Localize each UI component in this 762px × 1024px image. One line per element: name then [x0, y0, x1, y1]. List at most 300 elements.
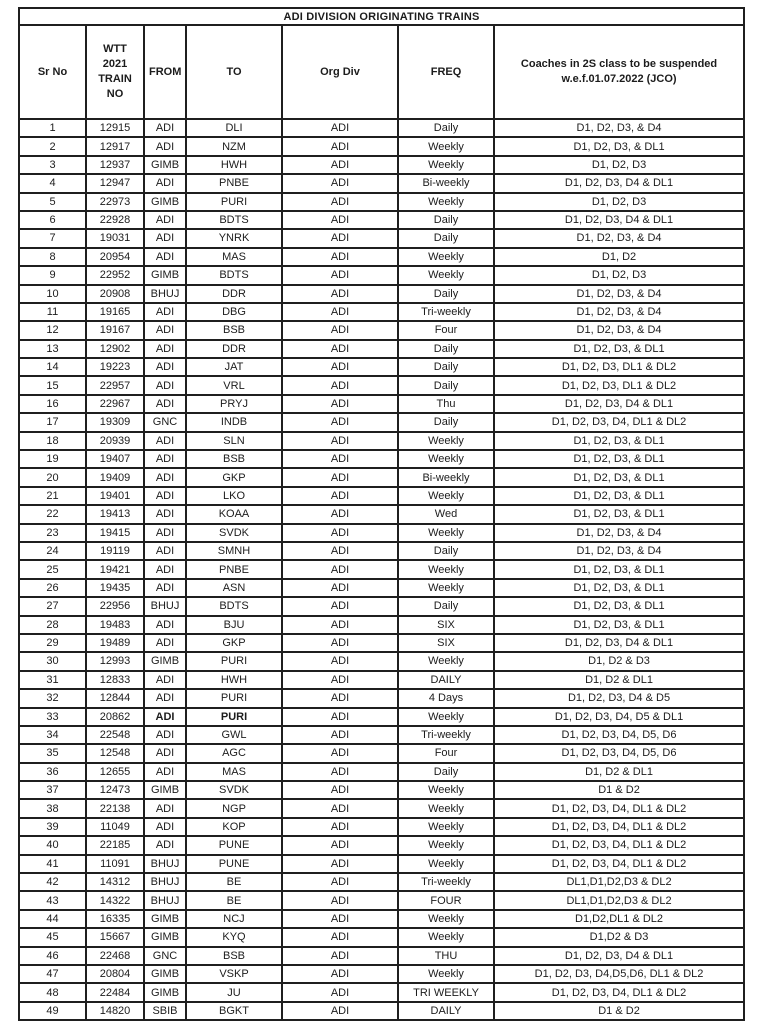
cell-train-no: 22952 [86, 266, 144, 284]
cell-coaches: DL1,D1,D2,D3 & DL2 [494, 873, 744, 891]
cell-org-div: ADI [282, 524, 398, 542]
cell-sr-no: 30 [19, 652, 86, 670]
cell-freq: 4 Days [398, 689, 494, 707]
cell-org-div: ADI [282, 303, 398, 321]
cell-train-no: 19413 [86, 505, 144, 523]
column-header-org-div: Org Div [282, 25, 398, 119]
cell-freq: Weekly [398, 432, 494, 450]
cell-coaches: D1,D2,DL1 & DL2 [494, 910, 744, 928]
cell-sr-no: 16 [19, 395, 86, 413]
table-row [19, 708, 744, 726]
cell-to: MAS [186, 248, 282, 266]
cell-to: JAT [186, 358, 282, 376]
cell-train-no: 19167 [86, 321, 144, 339]
cell-org-div: ADI [282, 248, 398, 266]
cell-org-div: ADI [282, 229, 398, 247]
table-row [19, 891, 744, 909]
cell-sr-no: 35 [19, 744, 86, 762]
cell-org-div: ADI [282, 616, 398, 634]
cell-coaches: D1, D2, D3, & DL1 [494, 597, 744, 615]
cell-sr-no: 1 [19, 119, 86, 137]
cell-freq: TRI WEEKLY [398, 983, 494, 1001]
cell-sr-no: 5 [19, 193, 86, 211]
cell-train-no: 12844 [86, 689, 144, 707]
cell-sr-no: 34 [19, 726, 86, 744]
cell-freq: Weekly [398, 965, 494, 983]
cell-sr-no: 10 [19, 285, 86, 303]
table-row [19, 836, 744, 854]
cell-sr-no: 47 [19, 965, 86, 983]
cell-from: ADI [144, 505, 186, 523]
cell-train-no: 22928 [86, 211, 144, 229]
table-row [19, 505, 744, 523]
cell-to: BDTS [186, 266, 282, 284]
cell-org-div: ADI [282, 266, 398, 284]
cell-sr-no: 12 [19, 321, 86, 339]
cell-sr-no: 40 [19, 836, 86, 854]
cell-sr-no: 31 [19, 671, 86, 689]
cell-org-div: ADI [282, 395, 398, 413]
cell-from: GIMB [144, 652, 186, 670]
column-header-freq: FREQ [398, 25, 494, 119]
cell-coaches: D1, D2, D3, D4, DL1 & DL2 [494, 413, 744, 431]
cell-freq: Weekly [398, 156, 494, 174]
cell-sr-no: 27 [19, 597, 86, 615]
cell-sr-no: 23 [19, 524, 86, 542]
cell-to: PUNE [186, 855, 282, 873]
cell-freq: Weekly [398, 579, 494, 597]
cell-from: ADI [144, 634, 186, 652]
cell-to: BE [186, 873, 282, 891]
cell-train-no: 12833 [86, 671, 144, 689]
cell-org-div: ADI [282, 358, 398, 376]
cell-to: JU [186, 983, 282, 1001]
cell-sr-no: 41 [19, 855, 86, 873]
cell-coaches: D1, D2, D3, D4, DL1 & DL2 [494, 799, 744, 817]
column-header-from: FROM [144, 25, 186, 119]
cell-train-no: 22973 [86, 193, 144, 211]
table-row [19, 340, 744, 358]
cell-to: GWL [186, 726, 282, 744]
cell-from: GIMB [144, 266, 186, 284]
table-row [19, 119, 744, 137]
table-row [19, 524, 744, 542]
cell-to: BSB [186, 321, 282, 339]
cell-to: KYQ [186, 928, 282, 946]
cell-sr-no: 36 [19, 763, 86, 781]
cell-sr-no: 19 [19, 450, 86, 468]
cell-org-div: ADI [282, 1002, 398, 1020]
cell-train-no: 12902 [86, 340, 144, 358]
cell-train-no: 12917 [86, 137, 144, 155]
cell-freq: Daily [398, 211, 494, 229]
cell-train-no: 12655 [86, 763, 144, 781]
cell-from: ADI [144, 726, 186, 744]
cell-sr-no: 15 [19, 376, 86, 394]
table-row [19, 634, 744, 652]
cell-coaches: D1, D2, D3 [494, 266, 744, 284]
cell-coaches: D1, D2, D3, & D4 [494, 303, 744, 321]
cell-freq: Bi-weekly [398, 174, 494, 192]
cell-from: ADI [144, 689, 186, 707]
cell-train-no: 14322 [86, 891, 144, 909]
cell-from: ADI [144, 487, 186, 505]
cell-coaches: D1, D2, D3, & DL1 [494, 560, 744, 578]
cell-from: ADI [144, 376, 186, 394]
table-body [19, 119, 744, 1020]
table-row [19, 689, 744, 707]
cell-to: BSB [186, 450, 282, 468]
cell-freq: Weekly [398, 928, 494, 946]
table-header-row [19, 25, 744, 119]
cell-coaches: D1, D2, D3, D4,D5,D6, DL1 & DL2 [494, 965, 744, 983]
cell-coaches: D1, D2, D3, & DL1 [494, 468, 744, 486]
cell-train-no: 19489 [86, 634, 144, 652]
cell-org-div: ADI [282, 855, 398, 873]
cell-from: ADI [144, 468, 186, 486]
cell-freq: THU [398, 947, 494, 965]
cell-to: VRL [186, 376, 282, 394]
cell-freq: Weekly [398, 781, 494, 799]
cell-org-div: ADI [282, 873, 398, 891]
cell-sr-no: 42 [19, 873, 86, 891]
cell-org-div: ADI [282, 726, 398, 744]
cell-coaches: D1, D2, D3, & DL1 [494, 505, 744, 523]
table-row [19, 652, 744, 670]
cell-freq: Weekly [398, 450, 494, 468]
cell-train-no: 12915 [86, 119, 144, 137]
cell-sr-no: 38 [19, 799, 86, 817]
cell-coaches: D1, D2, D3, & DL1 [494, 487, 744, 505]
cell-freq: DAILY [398, 671, 494, 689]
cell-freq: Four [398, 744, 494, 762]
cell-from: ADI [144, 174, 186, 192]
cell-freq: Tri-weekly [398, 726, 494, 744]
cell-freq: Tri-weekly [398, 303, 494, 321]
cell-train-no: 22967 [86, 395, 144, 413]
cell-freq: Weekly [398, 193, 494, 211]
cell-to: HWH [186, 671, 282, 689]
table-row [19, 855, 744, 873]
cell-org-div: ADI [282, 947, 398, 965]
cell-freq: Weekly [398, 708, 494, 726]
table-title: ADI DIVISION ORIGINATING TRAINS [19, 8, 744, 25]
cell-from: ADI [144, 616, 186, 634]
cell-coaches: D1, D2, D3, D4 & DL1 [494, 395, 744, 413]
cell-to: DDR [186, 340, 282, 358]
cell-sr-no: 3 [19, 156, 86, 174]
cell-from: ADI [144, 836, 186, 854]
cell-train-no: 22138 [86, 799, 144, 817]
cell-train-no: 14312 [86, 873, 144, 891]
cell-train-no: 20939 [86, 432, 144, 450]
cell-coaches: D1, D2 & D3 [494, 652, 744, 670]
cell-sr-no: 14 [19, 358, 86, 376]
cell-to: YNRK [186, 229, 282, 247]
cell-from: GIMB [144, 928, 186, 946]
cell-train-no: 20908 [86, 285, 144, 303]
table-row [19, 395, 744, 413]
cell-train-no: 19165 [86, 303, 144, 321]
cell-org-div: ADI [282, 193, 398, 211]
cell-to: PNBE [186, 560, 282, 578]
table-row [19, 285, 744, 303]
cell-org-div: ADI [282, 156, 398, 174]
cell-org-div: ADI [282, 744, 398, 762]
cell-from: ADI [144, 542, 186, 560]
cell-org-div: ADI [282, 671, 398, 689]
table-row [19, 468, 744, 486]
table-row [19, 137, 744, 155]
table-row [19, 358, 744, 376]
cell-sr-no: 32 [19, 689, 86, 707]
cell-freq: SIX [398, 616, 494, 634]
cell-from: ADI [144, 524, 186, 542]
cell-from: ADI [144, 671, 186, 689]
table-row [19, 579, 744, 597]
cell-train-no: 19401 [86, 487, 144, 505]
cell-org-div: ADI [282, 432, 398, 450]
cell-coaches: D1, D2, D3, & D4 [494, 321, 744, 339]
cell-train-no: 12473 [86, 781, 144, 799]
cell-coaches: D1, D2, D3, D4 & DL1 [494, 174, 744, 192]
cell-coaches: D1 & D2 [494, 781, 744, 799]
cell-train-no: 12548 [86, 744, 144, 762]
cell-to: LKO [186, 487, 282, 505]
cell-freq: Weekly [398, 524, 494, 542]
cell-to: BSB [186, 947, 282, 965]
cell-sr-no: 43 [19, 891, 86, 909]
originating-trains-table [18, 7, 745, 1021]
cell-train-no: 19435 [86, 579, 144, 597]
table-row [19, 928, 744, 946]
table-row [19, 763, 744, 781]
cell-to: SVDK [186, 781, 282, 799]
cell-train-no: 11091 [86, 855, 144, 873]
cell-org-div: ADI [282, 468, 398, 486]
cell-coaches: D1, D2, D3, & DL1 [494, 616, 744, 634]
cell-org-div: ADI [282, 781, 398, 799]
cell-from: GNC [144, 413, 186, 431]
cell-coaches: D1, D2, D3, & D4 [494, 542, 744, 560]
cell-to: SVDK [186, 524, 282, 542]
table-row [19, 910, 744, 928]
table-row [19, 542, 744, 560]
cell-sr-no: 13 [19, 340, 86, 358]
cell-sr-no: 6 [19, 211, 86, 229]
column-header-to: TO [186, 25, 282, 119]
cell-coaches: D1, D2, D3, & D4 [494, 285, 744, 303]
cell-sr-no: 24 [19, 542, 86, 560]
cell-to: VSKP [186, 965, 282, 983]
cell-sr-no: 26 [19, 579, 86, 597]
cell-freq: Daily [398, 340, 494, 358]
cell-freq: Daily [398, 763, 494, 781]
cell-coaches: D1 & D2 [494, 1002, 744, 1020]
cell-sr-no: 39 [19, 818, 86, 836]
table-row [19, 744, 744, 762]
cell-coaches: D1, D2, D3, D4 & DL1 [494, 947, 744, 965]
cell-org-div: ADI [282, 174, 398, 192]
cell-coaches: D1, D2, D3, & D4 [494, 524, 744, 542]
cell-coaches: D1, D2 & DL1 [494, 671, 744, 689]
cell-to: SLN [186, 432, 282, 450]
cell-from: ADI [144, 744, 186, 762]
cell-coaches: D1, D2, D3, DL1 & DL2 [494, 358, 744, 376]
cell-coaches: D1, D2, D3 [494, 156, 744, 174]
cell-org-div: ADI [282, 652, 398, 670]
cell-from: GIMB [144, 781, 186, 799]
cell-coaches: D1, D2, D3, & DL1 [494, 340, 744, 358]
cell-from: SBIB [144, 1002, 186, 1020]
column-header-sr-no: Sr No [19, 25, 86, 119]
cell-to: MAS [186, 763, 282, 781]
cell-org-div: ADI [282, 321, 398, 339]
cell-train-no: 12947 [86, 174, 144, 192]
cell-from: BHUJ [144, 597, 186, 615]
cell-to: BGKT [186, 1002, 282, 1020]
cell-sr-no: 37 [19, 781, 86, 799]
cell-from: BHUJ [144, 855, 186, 873]
cell-train-no: 19409 [86, 468, 144, 486]
cell-from: ADI [144, 432, 186, 450]
cell-sr-no: 46 [19, 947, 86, 965]
cell-to: DDR [186, 285, 282, 303]
cell-from: GNC [144, 947, 186, 965]
cell-train-no: 19421 [86, 560, 144, 578]
table-row [19, 413, 744, 431]
table-row [19, 671, 744, 689]
cell-train-no: 19415 [86, 524, 144, 542]
table-row [19, 156, 744, 174]
cell-sr-no: 33 [19, 708, 86, 726]
cell-org-div: ADI [282, 910, 398, 928]
cell-to: HWH [186, 156, 282, 174]
table-row [19, 560, 744, 578]
cell-freq: Weekly [398, 487, 494, 505]
cell-train-no: 22956 [86, 597, 144, 615]
table-row [19, 965, 744, 983]
cell-org-div: ADI [282, 891, 398, 909]
cell-from: ADI [144, 119, 186, 137]
cell-freq: Weekly [398, 836, 494, 854]
cell-from: ADI [144, 248, 186, 266]
cell-from: ADI [144, 358, 186, 376]
cell-to: BDTS [186, 597, 282, 615]
cell-to: ASN [186, 579, 282, 597]
cell-from: ADI [144, 211, 186, 229]
cell-org-div: ADI [282, 376, 398, 394]
cell-org-div: ADI [282, 818, 398, 836]
cell-from: GIMB [144, 193, 186, 211]
cell-freq: Weekly [398, 266, 494, 284]
cell-train-no: 19309 [86, 413, 144, 431]
cell-coaches: D1, D2, D3, & D4 [494, 119, 744, 137]
cell-org-div: ADI [282, 137, 398, 155]
table-title-row [19, 8, 744, 25]
cell-to: PURI [186, 689, 282, 707]
cell-sr-no: 28 [19, 616, 86, 634]
cell-sr-no: 44 [19, 910, 86, 928]
table-row [19, 983, 744, 1001]
table-row [19, 211, 744, 229]
table-row [19, 1002, 744, 1020]
table-row [19, 726, 744, 744]
cell-freq: DAILY [398, 1002, 494, 1020]
cell-from: ADI [144, 818, 186, 836]
cell-to: NGP [186, 799, 282, 817]
cell-freq: Daily [398, 376, 494, 394]
cell-org-div: ADI [282, 542, 398, 560]
cell-to: SMNH [186, 542, 282, 560]
cell-to: KOP [186, 818, 282, 836]
cell-from: BHUJ [144, 285, 186, 303]
cell-from: ADI [144, 560, 186, 578]
cell-org-div: ADI [282, 965, 398, 983]
cell-coaches: D1, D2, D3, & D4 [494, 229, 744, 247]
cell-from: ADI [144, 579, 186, 597]
cell-sr-no: 7 [19, 229, 86, 247]
cell-sr-no: 49 [19, 1002, 86, 1020]
table-row [19, 487, 744, 505]
cell-org-div: ADI [282, 634, 398, 652]
cell-from: BHUJ [144, 873, 186, 891]
cell-coaches: D1, D2, D3, D4, DL1 & DL2 [494, 836, 744, 854]
cell-from: GIMB [144, 965, 186, 983]
cell-org-div: ADI [282, 119, 398, 137]
cell-to: DBG [186, 303, 282, 321]
cell-coaches: D1, D2, D3, D4 & D5 [494, 689, 744, 707]
table-row [19, 781, 744, 799]
cell-coaches: D1, D2, D3, D4 & DL1 [494, 634, 744, 652]
cell-coaches: D1, D2, D3, D4 & DL1 [494, 211, 744, 229]
cell-freq: Weekly [398, 799, 494, 817]
cell-to: GKP [186, 468, 282, 486]
cell-to: PNBE [186, 174, 282, 192]
cell-freq: Tri-weekly [398, 873, 494, 891]
cell-org-div: ADI [282, 708, 398, 726]
cell-freq: Weekly [398, 818, 494, 836]
cell-sr-no: 4 [19, 174, 86, 192]
cell-sr-no: 21 [19, 487, 86, 505]
cell-sr-no: 25 [19, 560, 86, 578]
cell-to: BDTS [186, 211, 282, 229]
table-row [19, 193, 744, 211]
cell-from: GIMB [144, 910, 186, 928]
cell-freq: Weekly [398, 560, 494, 578]
cell-org-div: ADI [282, 285, 398, 303]
cell-sr-no: 9 [19, 266, 86, 284]
cell-from: ADI [144, 763, 186, 781]
cell-from: ADI [144, 229, 186, 247]
cell-freq: Weekly [398, 248, 494, 266]
cell-train-no: 22484 [86, 983, 144, 1001]
table-row [19, 266, 744, 284]
cell-sr-no: 29 [19, 634, 86, 652]
cell-to: PURI [186, 193, 282, 211]
table-row [19, 229, 744, 247]
cell-org-div: ADI [282, 597, 398, 615]
cell-to: PURI [186, 652, 282, 670]
column-header-coaches: Coaches in 2S class to be suspended w.e.f.01.07.2022 (JCO) [494, 25, 744, 119]
cell-from: ADI [144, 450, 186, 468]
cell-freq: Weekly [398, 855, 494, 873]
cell-from: ADI [144, 137, 186, 155]
table-row [19, 174, 744, 192]
cell-coaches: D1, D2, D3, & DL1 [494, 137, 744, 155]
table-row [19, 597, 744, 615]
cell-freq: Daily [398, 358, 494, 376]
